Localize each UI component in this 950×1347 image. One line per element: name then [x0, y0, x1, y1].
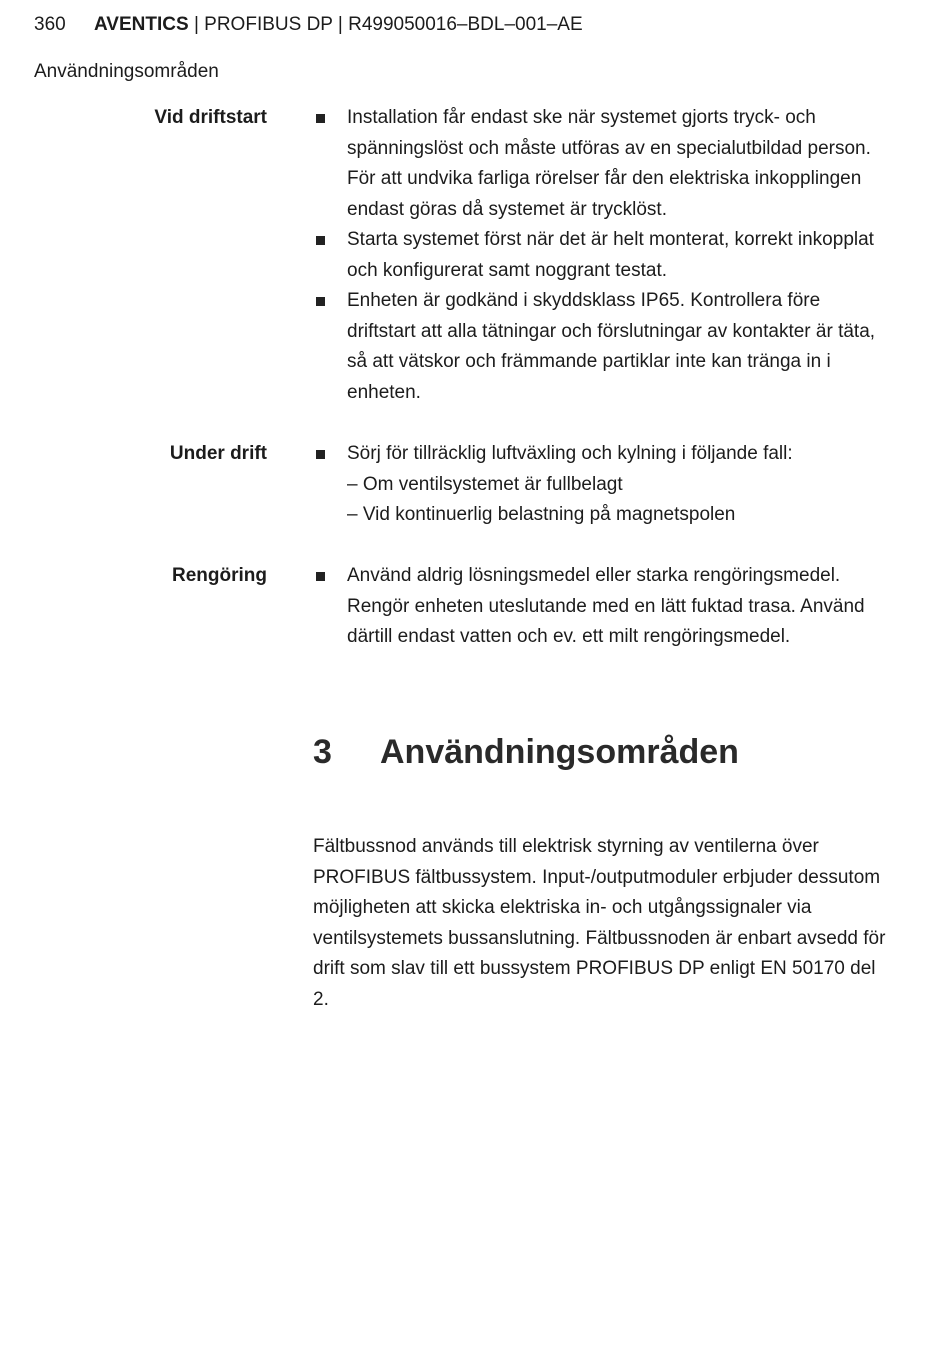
- list-item: [313, 439, 883, 531]
- chapter-heading: [313, 728, 739, 776]
- list-item: [313, 286, 883, 408]
- square-bullet-icon: [316, 572, 325, 581]
- page-number: 360: [34, 14, 66, 35]
- section-label: Vid driftstart: [154, 107, 267, 128]
- bullet-list: [313, 103, 883, 408]
- document-info: | PROFIBUS DP | R499050016–BDL–001–AE: [188, 14, 583, 35]
- breadcrumb: Användningsområden: [34, 61, 219, 82]
- list-item: [313, 225, 883, 286]
- square-bullet-icon: [316, 297, 325, 306]
- list-item-text: Starta systemet först när det är helt monterat, korrekt inkopplat och konfigurerat samt noggrant testat.: [347, 229, 874, 281]
- square-bullet-icon: [316, 236, 325, 245]
- list-item-text: Använd aldrig lösningsmedel eller starka rengöringsmedel. Rengör enheten uteslutande med en lätt fuktad trasa. Använd därtill endast vatten och ev. ett milt rengöringsmedel.: [347, 565, 865, 647]
- list-item: [313, 561, 883, 653]
- square-bullet-icon: [316, 114, 325, 123]
- sub-item: – Vid kontinuerlig belastning på magnetspolen: [347, 504, 736, 525]
- sub-item: – Om ventilsystemet är fullbelagt: [347, 473, 623, 495]
- section-label: Rengöring: [172, 565, 267, 586]
- list-item-text: Enheten är godkänd i skyddsklass IP65. Kontrollera före driftstart att alla tätningar och förslutningar av kontakter är täta, så att vätskor och främmande partiklar inte kan tränga in i enheten.: [347, 290, 876, 403]
- list-item: [313, 103, 883, 225]
- body-paragraph: Fältbussnod används till elektrisk styrning av ventilerna över PROFIBUS fältbussystem. Input-/outputmoduler erbjuder dessutom möjligheten att skicka elektriska in- och utgångssignaler via ventilsystemets bussanslutning. Fältbussnoden är enbart avsedd för drift som slav till ett bussystem PROFIBUS DP enligt EN 50170 del 2.: [313, 836, 886, 1010]
- list-item-text: Sörj för tillräcklig luftväxling och kylning i följande fall:: [347, 443, 793, 464]
- list-item-text: Installation får endast ske när systemet gjorts tryck- och spänningslöst och måste utföras av en specialutbildad person. För att undvika farliga rörelser får den elektriska inkopplingen endast göras då systemet är trycklöst.: [347, 107, 871, 220]
- bullet-list: [313, 561, 883, 653]
- chapter-title: Användningsområden: [380, 733, 739, 771]
- bullet-list: [313, 439, 883, 531]
- square-bullet-icon: [316, 450, 325, 459]
- chapter-number: 3: [313, 733, 332, 771]
- page-header: [34, 12, 583, 38]
- brand-name: AVENTICS: [94, 14, 189, 35]
- section-label: Under drift: [169, 443, 267, 464]
